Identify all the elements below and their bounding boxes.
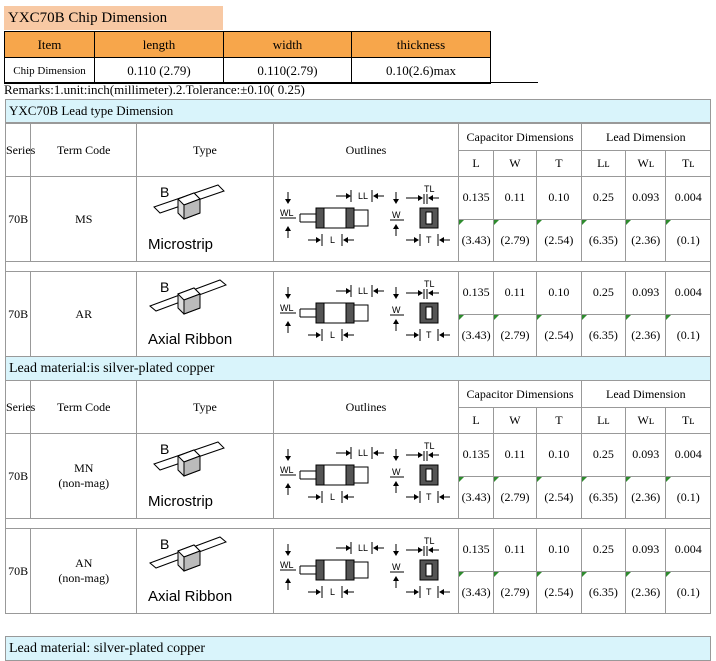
outline-diagram xyxy=(273,434,459,519)
header-width: width xyxy=(224,32,352,58)
header-thickness: thickness xyxy=(352,32,491,58)
remarks: Remarks:1.unit:inch(millimeter).2.Tolerance:±0.10( 0.25) xyxy=(4,82,305,97)
svg-text:T: T xyxy=(426,492,432,502)
value-mm: (2.36) xyxy=(626,314,666,357)
svg-text:TL: TL xyxy=(424,279,435,289)
cell-term-code: AR xyxy=(31,272,137,357)
cell-series: 70B xyxy=(6,177,31,262)
header-term-code: Term Code xyxy=(31,381,137,434)
subheader-t: T xyxy=(537,408,581,434)
type-diagram xyxy=(137,529,273,614)
value-mm: (6.35) xyxy=(581,314,625,357)
header-series: Series xyxy=(6,124,31,177)
value-inch: 0.25 xyxy=(581,434,625,477)
spacer-row xyxy=(6,262,711,272)
type-name: Axial Ribbon xyxy=(147,588,233,605)
svg-text:W: W xyxy=(392,562,401,572)
type-name: Microstrip xyxy=(147,236,213,253)
header-outlines: Outlines xyxy=(273,124,459,177)
header-type: Type xyxy=(137,381,273,434)
svg-text:L: L xyxy=(330,587,336,597)
value-inch: 0.25 xyxy=(581,272,625,315)
subheader-l: L xyxy=(459,408,493,434)
type-diagram xyxy=(137,177,273,262)
subheader-wl: Wʟ xyxy=(626,408,666,434)
value-mm: (3.43) xyxy=(459,314,493,357)
svg-text:L: L xyxy=(330,492,336,502)
svg-text:T: T xyxy=(426,235,432,245)
outline-diagram xyxy=(273,272,459,357)
cell-term-code: MS xyxy=(31,177,137,262)
spacer-row xyxy=(6,519,711,529)
svg-text:WL: WL xyxy=(280,303,294,313)
value-mm: (6.35) xyxy=(581,571,625,614)
value-mm: (6.35) xyxy=(581,476,625,519)
svg-text:T: T xyxy=(426,330,432,340)
header-term-code: Term Code xyxy=(31,124,137,177)
value-mm: (0.1) xyxy=(666,219,711,262)
svg-text:TL: TL xyxy=(424,441,435,451)
value-inch: 0.093 xyxy=(626,272,666,315)
value-inch: 0.093 xyxy=(626,177,666,220)
cell-length: 0.110 (2.79) xyxy=(95,58,224,84)
type-name: Microstrip xyxy=(147,493,213,510)
subheader-wl: Wʟ xyxy=(626,151,666,177)
svg-text:LL: LL xyxy=(358,543,369,553)
cell-series: 70B xyxy=(6,272,31,357)
svg-text:W: W xyxy=(392,467,401,477)
value-mm: (6.35) xyxy=(581,219,625,262)
svg-text:W: W xyxy=(392,210,401,220)
value-mm: (2.79) xyxy=(493,571,536,614)
svg-text:WL: WL xyxy=(280,208,294,218)
svg-text:WL: WL xyxy=(280,560,294,570)
svg-text:W: W xyxy=(392,305,401,315)
subheader-l: L xyxy=(459,151,493,177)
value-inch: 0.11 xyxy=(493,529,536,572)
page-title: YXC70B Chip Dimension xyxy=(4,6,223,30)
value-mm: (2.79) xyxy=(493,219,536,262)
header-type: Type xyxy=(137,124,273,177)
type-name: Axial Ribbon xyxy=(147,331,233,348)
value-inch: 0.135 xyxy=(459,272,493,315)
value-mm: (2.54) xyxy=(537,219,581,262)
subheader-t: T xyxy=(537,151,581,177)
header-capacitor-dimensions: Capacitor Dimensions xyxy=(459,381,581,408)
svg-text:WL: WL xyxy=(280,465,294,475)
lead-type-title: YXC70B Lead type Dimension xyxy=(5,99,711,123)
header-capacitor-dimensions: Capacitor Dimensions xyxy=(459,124,581,151)
value-inch: 0.10 xyxy=(537,272,581,315)
value-mm: (2.36) xyxy=(626,571,666,614)
chip-dimension-table xyxy=(4,31,491,84)
value-inch: 0.25 xyxy=(581,177,625,220)
lead-material-1: Lead material:is silver-plated copper xyxy=(5,356,711,381)
subheader-ll: Lʟ xyxy=(581,408,625,434)
svg-text:LL: LL xyxy=(358,448,369,458)
type-letter: B xyxy=(159,279,170,295)
svg-text:LL: LL xyxy=(358,191,369,201)
subheader-tl: Tʟ xyxy=(666,408,711,434)
svg-text:TL: TL xyxy=(424,184,435,194)
svg-text:L: L xyxy=(330,235,336,245)
type-letter: B xyxy=(159,441,170,457)
subheader-w: W xyxy=(493,408,536,434)
value-inch: 0.135 xyxy=(459,434,493,477)
header-length: length xyxy=(95,32,224,58)
subheader-tl: Tʟ xyxy=(666,151,711,177)
value-inch: 0.093 xyxy=(626,434,666,477)
header-lead-dimension: Lead Dimension xyxy=(581,381,710,408)
svg-text:LL: LL xyxy=(358,286,369,296)
type-letter: B xyxy=(159,536,170,552)
value-mm: (2.54) xyxy=(537,314,581,357)
value-mm: (3.43) xyxy=(459,571,493,614)
value-mm: (2.36) xyxy=(626,476,666,519)
value-inch: 0.004 xyxy=(666,177,711,220)
value-inch: 0.135 xyxy=(459,529,493,572)
lead-material-2: Lead material: silver-plated copper xyxy=(5,636,711,661)
value-inch: 0.11 xyxy=(493,434,536,477)
value-mm: (3.43) xyxy=(459,219,493,262)
value-inch: 0.25 xyxy=(581,529,625,572)
cell-series: 70B xyxy=(6,434,31,519)
value-mm: (3.43) xyxy=(459,476,493,519)
value-mm: (0.1) xyxy=(666,571,711,614)
value-inch: 0.135 xyxy=(459,177,493,220)
value-mm: (2.54) xyxy=(537,571,581,614)
type-letter: B xyxy=(159,184,170,200)
subheader-w: W xyxy=(493,151,536,177)
header-series: Series xyxy=(6,381,31,434)
cell-thickness: 0.10(2.6)max xyxy=(352,58,491,84)
value-mm: (2.54) xyxy=(537,476,581,519)
type-diagram xyxy=(137,434,273,519)
cell-term-code: AN (non-mag) xyxy=(31,529,137,614)
type-diagram xyxy=(137,272,273,357)
value-mm: (0.1) xyxy=(666,314,711,357)
cell-item: Chip Dimension xyxy=(5,58,95,84)
value-mm: (0.1) xyxy=(666,476,711,519)
svg-text:T: T xyxy=(426,587,432,597)
value-mm: (2.36) xyxy=(626,219,666,262)
svg-text:TL: TL xyxy=(424,536,435,546)
header-item: Item xyxy=(5,32,95,58)
cell-series: 70B xyxy=(6,529,31,614)
value-inch: 0.093 xyxy=(626,529,666,572)
value-inch: 0.004 xyxy=(666,529,711,572)
header-lead-dimension: Lead Dimension xyxy=(581,124,710,151)
value-inch: 0.10 xyxy=(537,177,581,220)
value-mm: (2.79) xyxy=(493,476,536,519)
outline-diagram xyxy=(273,529,459,614)
value-inch: 0.11 xyxy=(493,272,536,315)
value-inch: 0.11 xyxy=(493,177,536,220)
value-inch: 0.004 xyxy=(666,434,711,477)
value-inch: 0.10 xyxy=(537,434,581,477)
value-inch: 0.10 xyxy=(537,529,581,572)
value-mm: (2.79) xyxy=(493,314,536,357)
outline-diagram xyxy=(273,177,459,262)
value-inch: 0.004 xyxy=(666,272,711,315)
subheader-ll: Lʟ xyxy=(581,151,625,177)
cell-width: 0.110(2.79) xyxy=(224,58,352,84)
svg-text:L: L xyxy=(330,330,336,340)
cell-term-code: MN (non-mag) xyxy=(31,434,137,519)
header-outlines: Outlines xyxy=(273,381,459,434)
